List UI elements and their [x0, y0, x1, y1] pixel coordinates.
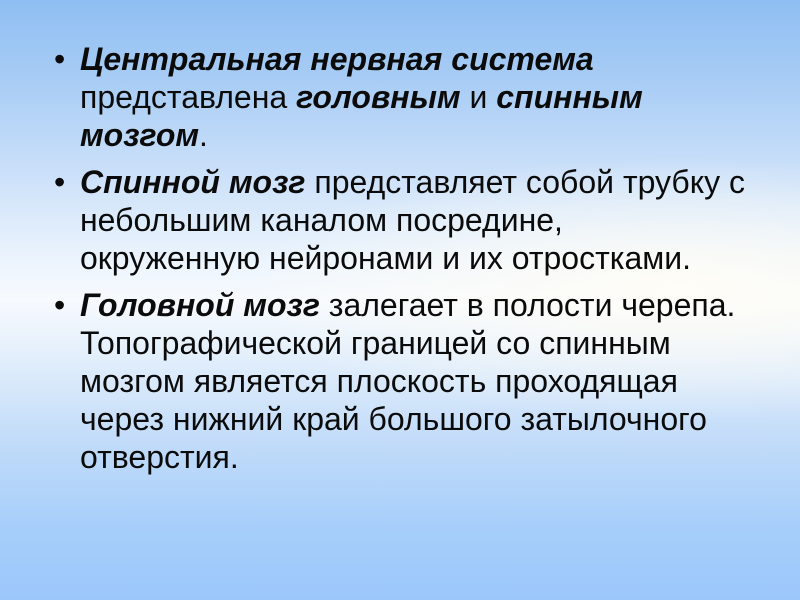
bullet-text: [80, 41, 643, 153]
bullet-icon: •: [54, 41, 66, 77]
text-segment: Центральная нервная система: [80, 41, 594, 77]
bullet-item: [0, 40, 800, 154]
text-segment: Спинной мозг: [80, 164, 306, 200]
bullet-icon: •: [54, 164, 66, 200]
text-segment: спинным мозгом: [80, 79, 643, 153]
bullet-icon: •: [54, 287, 66, 323]
text-segment: и: [460, 79, 497, 115]
text-segment: залегает в полости черепа. Топографической границей со спинным мозгом является плоскость проходящая через нижний край большого затылочного отверстия.: [80, 287, 736, 475]
bullet-text: [80, 164, 745, 276]
text-segment: Головной мозг: [80, 287, 320, 323]
bullet-item: [0, 163, 800, 277]
bullet-text: [80, 287, 735, 475]
text-segment: головным: [296, 79, 461, 115]
text-segment: .: [199, 117, 208, 153]
text-segment: представлена: [80, 79, 297, 115]
bullet-item: [0, 286, 800, 476]
text-segment: представляет собой трубку с небольшим каналом посредине, окруженную нейронами и их отростками.: [80, 164, 745, 276]
